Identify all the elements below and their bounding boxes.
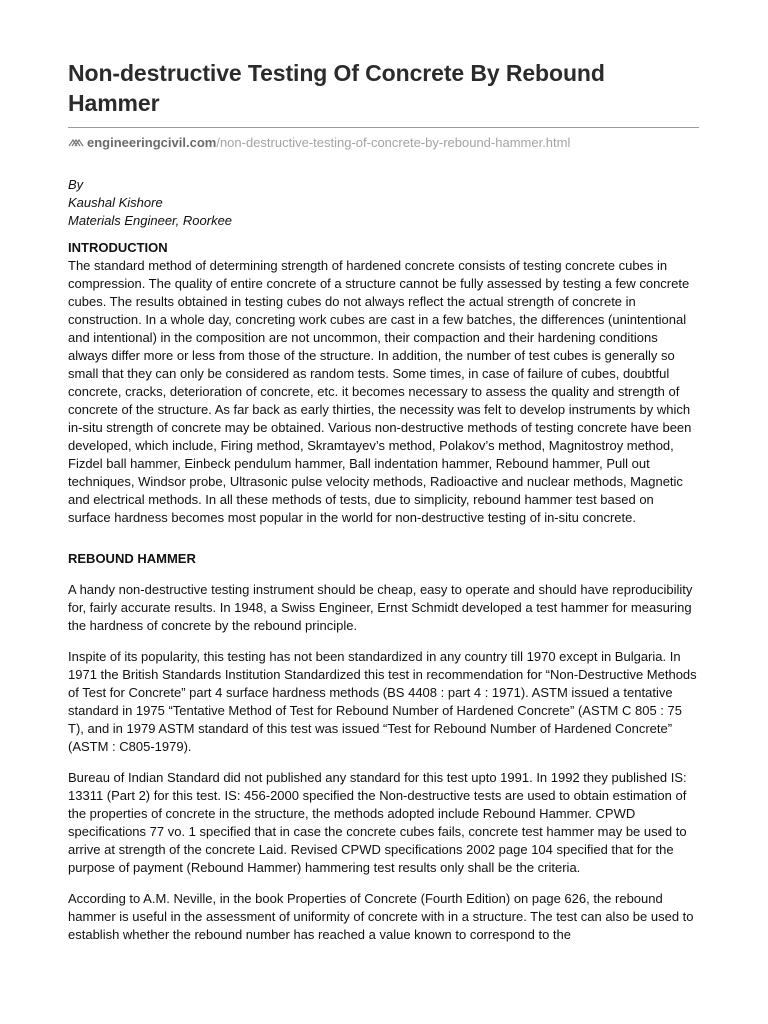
rebound-paragraph-2: Inspite of its popularity, this testing has not been standardized in any country till 1970 except in Bulgaria. In 1971 the British Standards Institution Standardized this test in recommendation for “Non-Destructive Methods of Test for Concrete” part 4 surface hardness methods (BS 4408 : part 4 : 1971). ASTM issued a tentative standard in 1975 “Tentative Method of Test for Rebound Number of Hardened Concrete” (ASTM C 805 : 75 T), and in 1979 ASTM standard of this test was issued “Test for Rebound Number of Hardened Concrete” (ASTM : C805-1979). bbox=[68, 649, 697, 754]
page-title: Non-destructive Testing Of Concrete By Rebound Hammer bbox=[68, 60, 605, 116]
rebound-paragraph-1: A handy non-destructive testing instrument should be cheap, easy to operate and should have reproducibility for, fairly accurate results. In 1948, a Swiss Engineer, Ernst Schmidt developed a test hammer for measuring the hardness of concrete by the rebound principle. bbox=[68, 582, 693, 633]
byline-role: Materials Engineer, Roorkee bbox=[68, 213, 233, 228]
byline bbox=[68, 176, 700, 230]
source-domain[interactable]: engineeringcivil.com bbox=[87, 135, 217, 150]
rebound-paragraph-3: Bureau of Indian Standard did not published any standard for this test upto 1991. In 1992 they published IS: 13311 (Part 2) for this test. IS: 456-2000 specified the Non-destructive tests are used to obtain estimation of the properties of concrete in the structure, the methods adopted include Rebound Hammer. CPWD specifications 77 vo. 1 specified that in case the concrete cubes fails, concrete test hammer may be used to arrive at strength of the concrete Laid. Revised CPWD specifications 2002 page 104 specified that for the purpose of payment (Rebound Hammer) hammering test results only shall be the criteria. bbox=[68, 770, 687, 875]
byline-by: By bbox=[68, 177, 84, 192]
document-page bbox=[68, 58, 700, 944]
site-favicon-icon bbox=[68, 138, 84, 148]
byline-author: Kaushal Kishore bbox=[68, 195, 163, 210]
intro-paragraph: The standard method of determining strength of hardened concrete consists of testing concrete cubes in compression. The quality of entire concrete of a structure cannot be fully assessed by testing a few concrete cubes. The results obtained in testing cubes do not always reflect the actual strength of concrete in construction. In a whole day, concreting work cubes are cast in a few batches, the differences (unintentional and intentional) in the composition are not uncommon, their compaction and their hardening conditions always differ more or less from those of the structure. In addition, the number of test cubes is generally so small that they can only be considered as random tests. Some times, in case of failure of cubes, doubtful concrete, cracks, deterioration of concrete, etc. it becomes necessary to assess the quality and strength of concrete of the structure. As far back as early thirties, the necessity was felt to develop instruments by which in-situ strength of concrete may be obtained. Various non-destructive methods of testing concrete have been developed, which include, Firing method, Skramtayev’s method, Polakov’s method, Magnitostroy method, Fizdel ball hammer, Einbeck pendulum hammer, Ball indentation hammer, Rebound hammer, Pull out techniques, Windsor probe, Ultrasonic pulse velocity methods, Radioactive and nuclear methods, Magnetic and electrical methods. In all these methods of tests, due to simplicity, rebound hammer test based on surface hardness becomes most popular in the world for non-destructive testing of in-situ concrete. bbox=[68, 258, 692, 525]
intro-heading: INTRODUCTION bbox=[68, 240, 168, 255]
source-url[interactable] bbox=[68, 135, 700, 151]
rebound-hammer-heading: REBOUND HAMMER bbox=[68, 551, 196, 566]
source-path[interactable]: /non-destructive-testing-of-concrete-by-rebound-hammer.html bbox=[216, 135, 571, 150]
title-divider bbox=[68, 127, 699, 128]
rebound-paragraph-4: According to A.M. Neville, in the book Properties of Concrete (Fourth Edition) on page 626, the rebound hammer is useful in the assessment of uniformity of concrete with in a structure. The test can also be used to establish whether the rebound number has reached a value known to correspond to the bbox=[68, 891, 694, 942]
